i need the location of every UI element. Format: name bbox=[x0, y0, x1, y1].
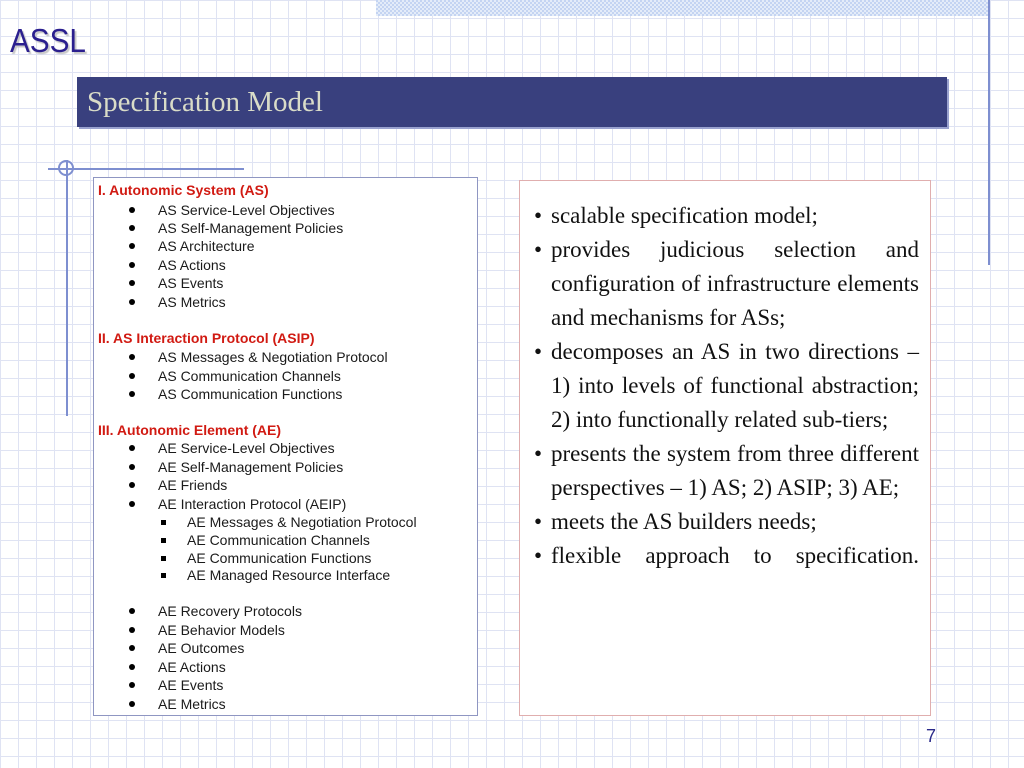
bullet-icon bbox=[129, 262, 135, 268]
outline-subitem-label: AE Communication Functions bbox=[187, 550, 372, 566]
decorative-horizontal-line bbox=[48, 168, 244, 170]
bullet-icon bbox=[129, 627, 135, 633]
bullet-icon bbox=[129, 280, 135, 286]
bullet-icon bbox=[129, 373, 135, 379]
bullet-icon bbox=[129, 501, 135, 507]
bullet-icon bbox=[129, 608, 135, 614]
decorative-header-band bbox=[376, 0, 988, 16]
page-number: 7 bbox=[926, 726, 937, 746]
outline-item-label: AS Architecture bbox=[158, 238, 255, 254]
square-bullet-icon bbox=[161, 520, 166, 525]
bullet-icon bbox=[129, 464, 135, 470]
bullet-icon bbox=[129, 682, 135, 688]
decorative-right-line bbox=[988, 0, 990, 265]
bullet-icon bbox=[129, 701, 135, 707]
bullet-icon bbox=[129, 482, 135, 488]
outline-section-heading: I. Autonomic System (AS) bbox=[98, 182, 269, 198]
outline-item-label: AS Communication Channels bbox=[158, 368, 341, 384]
outline-subitem-label: AE Messages & Negotiation Protocol bbox=[187, 514, 417, 530]
outline-subitem-label: AE Communication Channels bbox=[187, 532, 370, 548]
outline-item-label: AS Actions bbox=[158, 257, 226, 273]
outline-item-label: AE Friends bbox=[158, 477, 228, 493]
bullet-icon bbox=[129, 664, 135, 670]
outline-item-label: AE Outcomes bbox=[158, 640, 245, 656]
decorative-circle-icon bbox=[58, 160, 74, 176]
outline-item-label: AE Self-Management Policies bbox=[158, 459, 344, 475]
outline-item-label: AS Messages & Negotiation Protocol bbox=[158, 349, 388, 365]
outline-item-label: AE Service-Level Objectives bbox=[158, 440, 335, 456]
outline-item-label: AE Events bbox=[158, 677, 224, 693]
outline-item-label: AS Communication Functions bbox=[158, 386, 343, 402]
bullet-icon bbox=[129, 299, 135, 305]
outline-item-label: AS Events bbox=[158, 275, 224, 291]
outline-item-label: AE Actions bbox=[158, 659, 226, 675]
specification-outline-panel bbox=[93, 177, 478, 716]
feature-bullet: • provides judicious selection and configuration of infrastructure elements and mechanisms for ASs; bbox=[551, 233, 919, 335]
outline-section-heading: III. Autonomic Element (AE) bbox=[98, 422, 282, 438]
feature-bullet: • decomposes an AS in two directions – 1) into levels of functional abstraction; 2) into functionally related sub-tiers; bbox=[551, 335, 919, 437]
bullet-icon bbox=[129, 445, 135, 451]
features-text-panel bbox=[519, 180, 931, 716]
outline-item-label: AE Recovery Protocols bbox=[158, 603, 302, 619]
outline-item-label: AS Service-Level Objectives bbox=[158, 202, 335, 218]
outline-item-label: AE Interaction Protocol (AEIP) bbox=[158, 496, 347, 512]
decorative-left-line bbox=[66, 160, 68, 416]
feature-bullet: • scalable specification model; bbox=[551, 199, 919, 233]
square-bullet-icon bbox=[161, 538, 166, 543]
outline-section-heading: II. AS Interaction Protocol (ASIP) bbox=[98, 330, 315, 346]
feature-bullet: • flexible approach to specification. bbox=[551, 539, 919, 573]
bullet-icon bbox=[129, 391, 135, 397]
bullet-icon bbox=[129, 645, 135, 651]
square-bullet-icon bbox=[161, 556, 166, 561]
feature-bullet: • presents the system from three different perspectives – 1) AS; 2) ASIP; 3) AE; bbox=[551, 437, 919, 505]
bullet-icon bbox=[129, 354, 135, 360]
feature-bullet: • meets the AS builders needs; bbox=[551, 505, 919, 539]
feature-bullet-list bbox=[520, 181, 930, 573]
outline-item-label: AE Metrics bbox=[158, 696, 226, 712]
slide-title: Specification Model bbox=[87, 86, 323, 118]
outline-item-label: AE Behavior Models bbox=[158, 622, 285, 638]
title-bar bbox=[77, 77, 947, 127]
assl-logo: ASSL bbox=[10, 22, 86, 59]
bullet-icon bbox=[129, 243, 135, 249]
outline-subitem-label: AE Managed Resource Interface bbox=[187, 567, 391, 583]
square-bullet-icon bbox=[161, 573, 166, 578]
outline-item-label: AS Self-Management Policies bbox=[158, 220, 344, 236]
outline-item-label: AS Metrics bbox=[158, 294, 226, 310]
bullet-icon bbox=[129, 225, 135, 231]
bullet-icon bbox=[129, 207, 135, 213]
